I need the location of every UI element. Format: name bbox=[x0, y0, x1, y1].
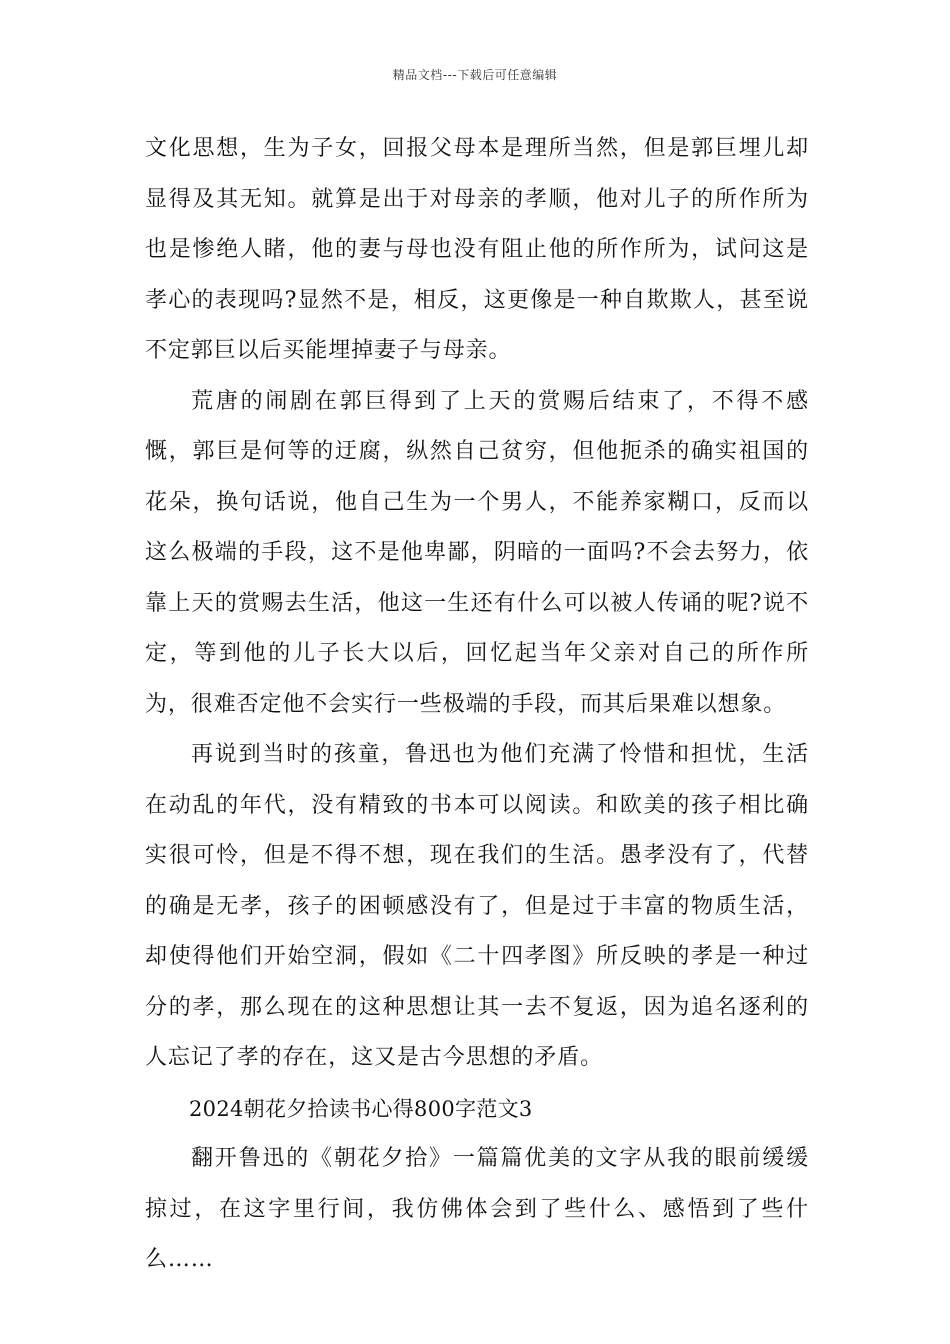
paragraph: 翻开鲁迅的《朝花夕拾》一篇篇优美的文字从我的眼前缓缓掠过，在这字里行间，我仿佛体会到了些什么、感悟到了些什么…… bbox=[145, 1146, 809, 1272]
page-header: 精品文档---下载后可任意编辑 bbox=[392, 68, 558, 82]
section-heading: 2024朝花夕拾读书心得800字范文3 bbox=[189, 1096, 533, 1121]
paragraph: 再说到当时的孩童，鲁迅也为他们充满了怜惜和担忧，生活在动乱的年代，没有精致的书本可以阅读。和欧美的孩子相比确实很可怜，但是不得不想，现在我们的生活。愚孝没有了，代替的确是无孝，孩子的困顿感没有了，但是过于丰富的物质生活，却使得他们开始空洞，假如《二十四孝图》所反映的孝是一种过分的孝，那么现在的这种思想让其一去不复返，因为追名逐利的人忘记了孝的存在，这又是古今思想的矛盾。 bbox=[145, 742, 809, 1070]
document-body bbox=[145, 124, 809, 1286]
paragraph: 荒唐的闹剧在郭巨得到了上天的赏赐后结束了，不得不感慨，郭巨是何等的迂腐，纵然自己贫穷，但他扼杀的确实祖国的花朵，换句话说，他自己生为一个男人，不能养家糊口，反而以这么极端的手段，这不是他卑鄙，阴暗的一面吗?不会去努力，依靠上天的赏赐去生活，他这一生还有什么可以被人传诵的呢?说不定，等到他的儿子长大以后，回忆起当年父亲对自己的所作所为，很难否定他不会实行一些极端的手段，而其后果难以想象。 bbox=[145, 388, 809, 717]
paragraph-continued: 文化思想，生为子女，回报父母本是理所当然，但是郭巨埋儿却显得及其无知。就算是出于对母亲的孝顺，他对儿子的所作所为也是惨绝人睹，他的妻与母也没有阻止他的所作所为，试问这是孝心的表现吗?显然不是，相反，这更像是一种自欺欺人，甚至说不定郭巨以后买能埋掉妻子与母亲。 bbox=[145, 136, 809, 363]
